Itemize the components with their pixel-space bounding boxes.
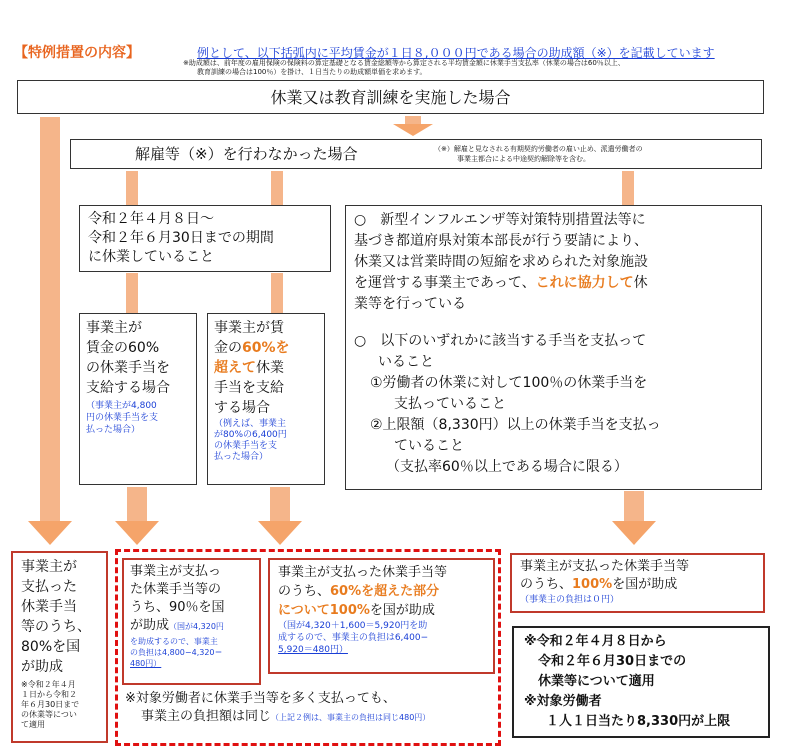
apply-line3: 休業等について適用 [538,674,655,689]
apply-box [512,626,770,738]
condition-p2-line2: いること [378,354,434,370]
result90-note3: の負担は4,800−4,320＝ [130,648,223,657]
resultover60-line3: について100%を国が助成 [278,603,435,618]
section-title: 【特例措置の内容】 [14,45,140,61]
result-left-note2: １日から令和２ [21,690,77,699]
header-subtitle: 例として、以下括弧内に平均賃金が１日８,０００円である場合の助成額（※）を記載しています [197,46,715,60]
header-note-1: ※助成額は、前年度の雇用保険の保険料の算定基礎となる賃金総額等から算定される平均賃金額に休業手当支払率（休業の場合は60％以上、 [183,59,625,67]
result-left-note4: の休業等につい [21,710,77,719]
payover60-note1: （例えば、事業主 [214,419,287,429]
condition-p2-line5: ②上限額（8,330円）以上の休業手当を支払っ [370,417,661,433]
result90-line3: うち、90％を国 [130,600,225,615]
no-dismissal-label: 解雇等（※）を行わなかった場合 [135,145,358,163]
arrow-to-pay60 [122,273,142,313]
apply-line1: ※令和２年４月８日から [524,634,667,649]
result90-note2: を助成するので、事業主 [130,637,218,646]
pay60-line4: 支給する場合 [86,380,170,396]
pay60-note1: （事業主が4,800 [86,401,157,411]
condition-p1-line4: を運営する事業主であって、これに協力して休 [354,275,648,291]
apply-line5: １人１日当たり8,330円が上限 [546,714,731,729]
payover60-line1: 事業主が賃 [214,320,284,336]
payover60-box [207,313,325,485]
result-left-note5: て適用 [21,720,45,729]
arrow-to-payover60 [267,273,287,313]
pay60-note2: 円の休業手当を支 [86,413,159,423]
condition-p1-line5: 業等を行っている [354,296,466,312]
condition-p2-line4: 支払っていること [394,396,506,412]
condition-p2-line6: ていること [394,438,464,454]
apply-line2: 令和２年６月30日までの [538,654,687,669]
payover60-line3: 超えて休業 [214,360,284,376]
pay60-note3: 払った場合） [86,425,141,435]
resultover60-line1: 事業主が支払った休業手当等 [278,565,448,580]
result-left-line3: 休業手当 [21,599,77,615]
condition-p1-line3: 休業又は営業時間の短縮を求められた対象施設 [354,254,648,270]
pay60-line3: の休業手当を [86,360,170,376]
arrow-to-period-1 [122,171,142,205]
arrow-to-condition [618,171,638,205]
result-left-line4: 等のうち、 [21,619,91,635]
header-note-2: 教育訓練の場合は100％）を掛け、１日当たりの助成額単価を求めます。 [197,68,427,76]
arrow-left-long [28,117,72,547]
resultover60-note1: （国が4,320＋1,600＝5,920円を助 [278,621,428,631]
arrow-to-resultover60 [258,487,302,547]
result90-line2: た休業手当等の [130,582,222,597]
apply-line4: ※対象労働者 [524,694,602,709]
result-left-box [11,551,108,743]
dashed-note-line2: 事業主の負担額は同じ（上記２例は、事業主の負担は同じ480円） [141,709,431,724]
arrow-to-result100 [612,491,656,547]
payover60-note3: の休業手当を支 [214,441,278,451]
resultover60-line2: のうち、60%を超えた部分 [278,584,440,599]
no-dismissal-box [70,139,762,169]
dashed-note-line1: ※対象労働者に休業手当等を多く支払っても、 [125,691,396,706]
result-left-line2: 支払った [21,579,77,595]
condition-p2-line7: （支払率60％以上である場合に限る） [386,459,628,475]
period-line-3: に休業していること [88,249,214,265]
condition-p2-line1: ○ 以下のいずれかに該当する手当を支払って [354,333,647,349]
payover60-note4: 払った場合） [214,452,269,462]
period-line-1: 令和２年４月８日～ [88,211,214,227]
result-left-line5: 80%を国 [21,639,81,655]
result-left-note3: 年６月30日まで [21,700,80,709]
result100-line1: 事業主が支払った休業手当等 [520,559,690,574]
resultover60-note2: 成するので、事業主の負担は6,400− [278,633,429,643]
payover60-line2: 金の60%を [214,340,290,356]
implemented-box [17,80,764,114]
payover60-line5: する場合 [214,400,270,416]
result-left-note1: ※令和２年４月 [21,680,76,689]
pay60-line2: 賃金の60% [86,340,160,356]
arrow-to-result90 [115,487,159,547]
result90-line1: 事業主が支払っ [130,564,222,579]
result-left-line1: 事業主が [21,559,77,575]
dashed-note [125,690,497,727]
condition-p1-line2: 基づき都道府県対策本部長が行う要請により、 [354,233,648,249]
result100-line2: のうち、100%を国が助成 [520,577,678,592]
arrow-to-period-2 [267,171,287,205]
payover60-note2: が80%の6,400円 [214,430,287,440]
result-left-line6: が助成 [21,659,63,675]
result100-note: （事業主の負担は０円） [520,595,620,605]
arrow-top-center [393,116,433,136]
period-box [79,205,331,272]
condition-box [345,205,762,490]
result100-box [510,553,765,613]
result90-box [122,558,261,685]
no-dismissal-note-2: 事業主都合による中途契約解除等を含む。 [457,155,590,163]
no-dismissal-note-1: （※）解雇と見なされる有期契約労働者の雇い止め、派遣労働者の [434,145,643,153]
period-line-2: 令和２年６月30日までの期間 [88,230,274,246]
resultover60-box [268,558,495,674]
pay60-line1: 事業主が [86,320,142,336]
implemented-label: 休業又は教育訓練を実施した場合 [270,87,511,107]
payover60-line4: 手当を支給 [214,380,284,396]
condition-p2-line3: ①労働者の休業に対して100％の休業手当を [370,375,648,391]
pay60-box [79,313,197,485]
result90-note4: 480円） [130,659,162,668]
resultover60-note3: 5,920＝480円） [278,645,348,655]
result90-line4: が助成（国が4,320円 [130,618,224,633]
condition-p1-line1: ○ 新型インフルエンザ等対策特別措置法等に [354,212,646,228]
